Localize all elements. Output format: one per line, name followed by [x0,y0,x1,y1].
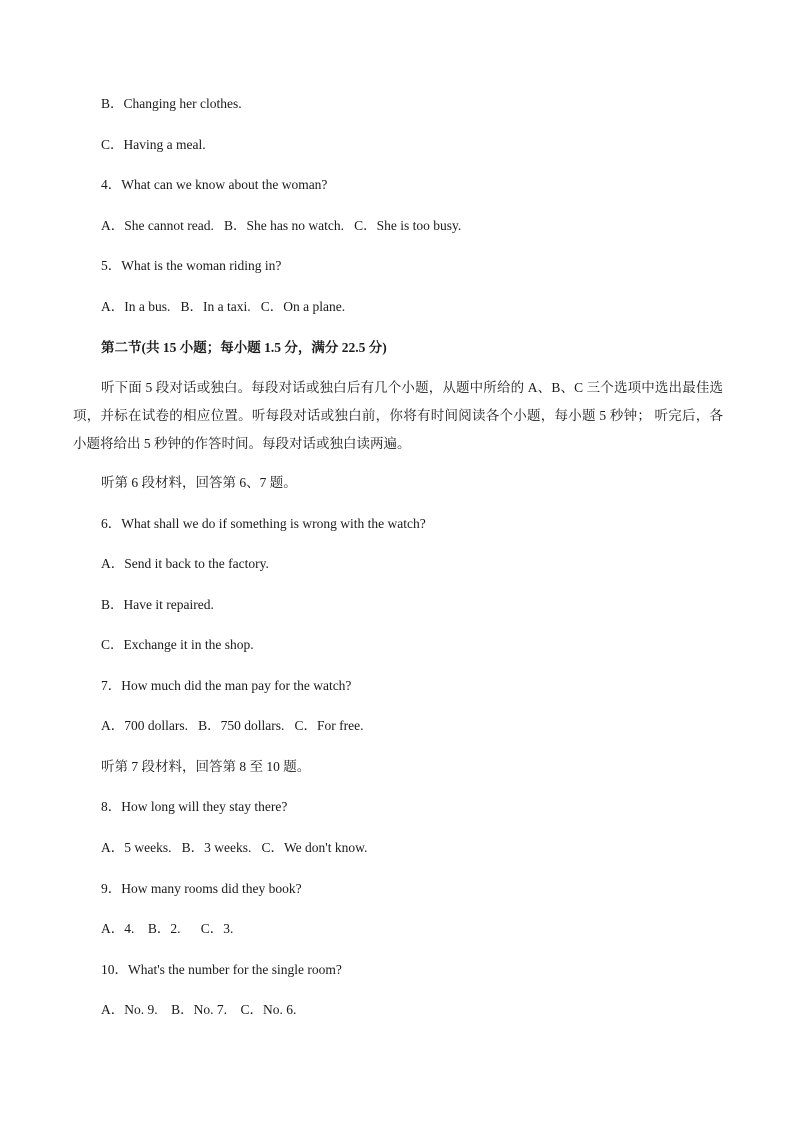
q8-options: A．5 weeks. B．3 weeks. C．We don't know. [101,840,368,855]
q6-option-b: B．Have it repaired. [101,597,214,612]
question-8: 8．How long will they stay there? [101,799,288,814]
q4-options: A．She cannot read. B．She has no watch. C．She is too busy. [101,218,462,233]
q9-options: A．4. B．2. C．3. [101,921,234,936]
question-10: 10．What's the number for the single room? [101,962,342,977]
question-5: 5．What is the woman riding in? [101,258,282,273]
material-7-heading: 听第 7 段材料，回答第 8 至 10 题。 [101,759,311,774]
q3-option-b: B．Changing her clothes. [101,96,242,111]
q5-options: A．In a bus. B．In a taxi. C．On a plane. [101,299,346,314]
question-9: 9．How many rooms did they book? [101,881,302,896]
section-instructions: 听下面 5 段对话或独白。每段对话或独白后有几个小题，从题中所给的 A、B、C 三个选项中选出最佳选项，并标在试卷的相应位置。听每段对话或独白前，你将有时间阅读各个小题，每小题 5 秒钟； 听完后，各小题将给出 5 秒钟的作答时间。每段对话或独白读两遍。 [73,380,723,451]
q7-options: A．700 dollars. B．750 dollars. C．For free. [101,718,364,733]
q6-option-a: A．Send it back to the factory. [101,556,269,571]
question-6: 6．What shall we do if something is wrong with the watch? [101,516,426,531]
q10-options: A．No. 9. B．No. 7. C．No. 6. [101,1002,297,1017]
section-heading: 第二节(共 15 小题；每小题 1.5 分，满分 22.5 分) [101,340,387,355]
q3-option-c: C．Having a meal. [101,137,206,152]
question-4: 4．What can we know about the woman? [101,177,328,192]
material-6-heading: 听第 6 段材料，回答第 6、7 题。 [101,475,297,490]
q6-option-c: C．Exchange it in the shop. [101,637,254,652]
question-7: 7．How much did the man pay for the watch? [101,678,352,693]
